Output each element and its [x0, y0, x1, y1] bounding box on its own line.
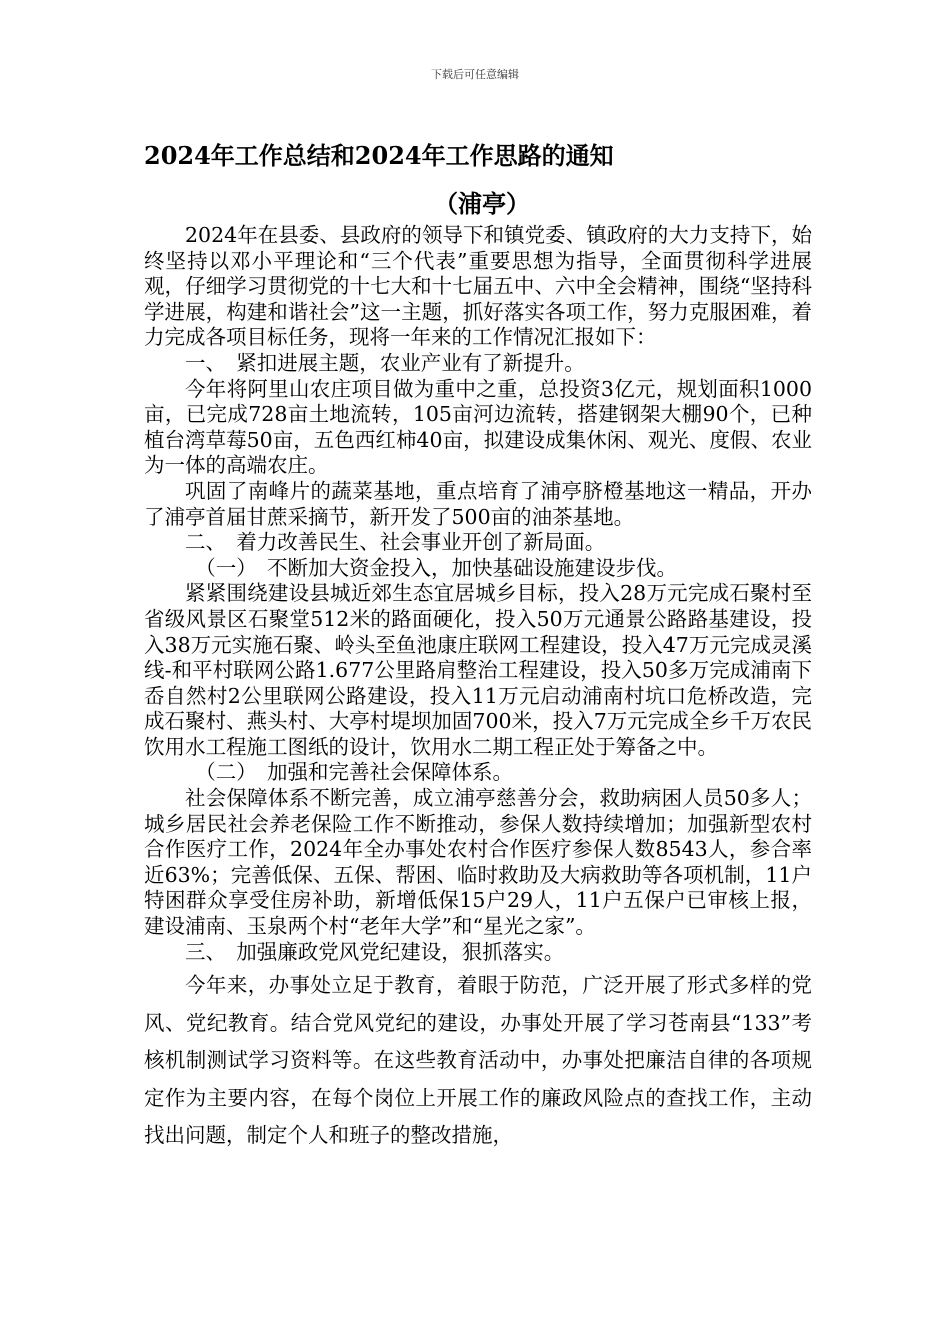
- section-heading-2: 二、 着力改善民生、社会事业开创了新局面。: [185, 530, 606, 555]
- document-body: [144, 223, 812, 1155]
- download-note: 下载后可任意编辑: [431, 68, 519, 81]
- section-heading-3: 三、 加强廉政党风党纪建设，狠抓落实。: [185, 939, 565, 964]
- intro-paragraph: 2024年在县委、县政府的领导下和镇党委、镇政府的大力支持下，始终坚持以邓小平理论和“三个代表”重要思想为指导，全面贯彻科学进展观，仔细学习贯彻党的十七大和十七届五中、六中全会精神，围绕“坚持科学进展，构建和谐社会”这一主题，抓好落实各项工作，努力克服困难，着力完成各项目标任务，现将一年来的工作情况汇报如下：: [144, 223, 812, 350]
- body-paragraph: 巩固了南峰片的蔬菜基地，重点培育了浦亭脐橙基地这一精品，开办了浦亭首届甘蔗采摘节，新开发了500亩的油茶基地。: [144, 478, 812, 529]
- body-paragraph: 今年将阿里山农庄项目做为重中之重，总投资3亿元，规划面积1000亩，已完成728亩土地流转，105亩河边流转，搭建钢架大棚90个，已种植台湾草莓50亩，五色西红柿40亩，拟建设成集休闲、观光、度假、农业为一体的高端农庄。: [144, 376, 812, 478]
- body-paragraph: 今年来，办事处立足于教育，着眼于防范，广泛开展了形式多样的党风、党纪教育。结合党风党纪的建设，办事处开展了学习苍南县“133”考核机制测试学习资料等。在这些教育活动中，办事处把廉洁自律的各项规定作为主要内容，在每个岗位上开展工作的廉政风险点的查找工作，主动找出问题，制定个人和班子的整改措施，: [144, 973, 812, 1148]
- subsection-heading-1: （一） 不断加大资金投入，加快基础设施建设步伐。: [195, 555, 677, 580]
- document-title: 2024年工作总结和2024年工作思路的通知: [144, 141, 614, 170]
- subsection-heading-2: （二） 加强和完善社会保障体系。: [195, 760, 513, 785]
- body-paragraph: 社会保障体系不断完善，成立浦亭慈善分会，救助病困人员50多人；城乡居民社会养老保险工作不断推动，参保人数持续增加；加强新型农村合作医疗工作，2024年全办事处农村合作医疗参保人数8543人，参合率近63%；完善低保、五保、帮困、临时救助及大病救助等各项机制，11户特困群众享受住房补助，新增低保15户29人，11户五保户已审核上报，建设浦南、玉泉两个村“老年大学”和“星光之家”。: [144, 786, 812, 939]
- body-paragraph: 紧紧围绕建设县城近郊生态宜居城乡目标，投入28万元完成石聚村至省级风景区石聚堂512米的路面硬化，投入50万元通景公路路基建设，投入38万元实施石聚、岭头至鱼池康庄联网工程建设，投入47万元完成灵溪线-和平村联网公路1.677公里路肩整治工程建设，投入50多万完成浦南下岙自然村2公里联网公路建设，投入11万元启动浦南村坑口危桥改造，完成石聚村、燕头村、大亭村堤坝加固700米，投入7万元完成全乡千万农民饮用水工程施工图纸的设计，饮用水二期工程正处于筹备之中。: [144, 581, 812, 759]
- section-heading-1: 一、 紧扣进展主题，农业产业有了新提升。: [185, 350, 585, 375]
- document-subtitle: （浦亭）: [434, 189, 530, 218]
